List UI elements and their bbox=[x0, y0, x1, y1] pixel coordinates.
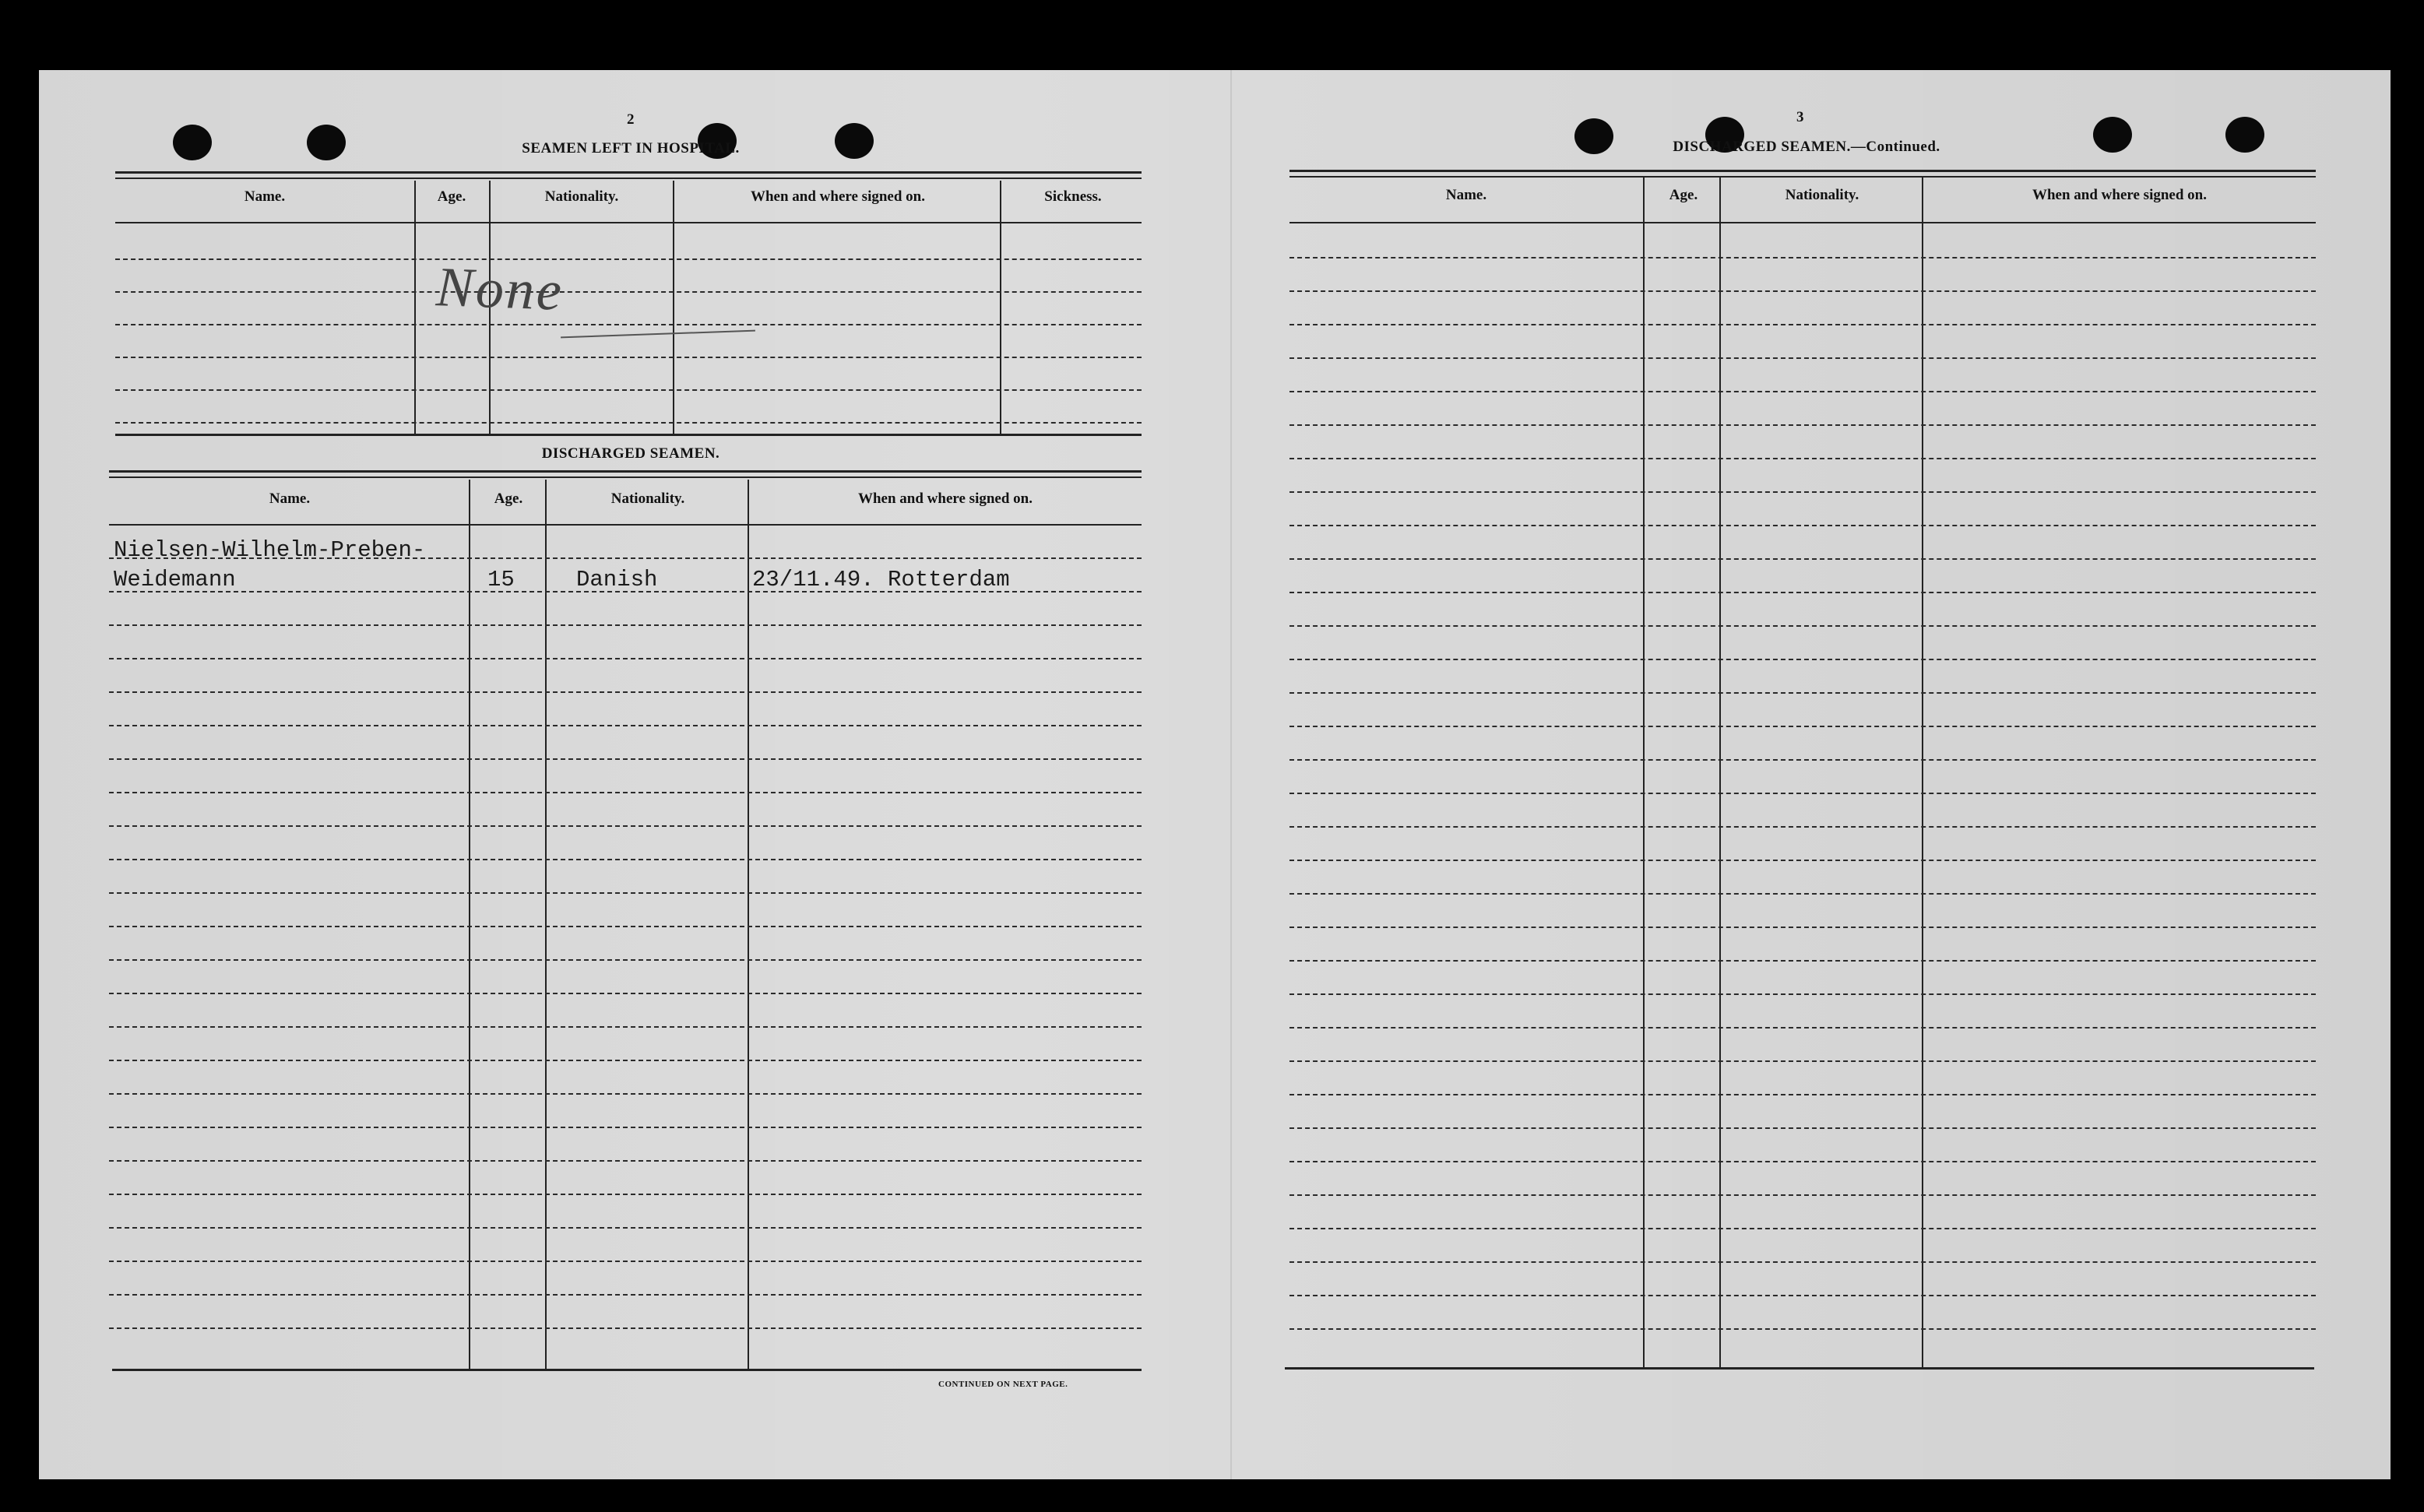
right-dash-line bbox=[1289, 1127, 2316, 1129]
discharged-dash-line bbox=[109, 1194, 1142, 1195]
punch-hole bbox=[2093, 117, 2132, 153]
discharged-dash-line bbox=[109, 892, 1142, 894]
discharged-dash-line bbox=[109, 1060, 1142, 1061]
right-col-name: Name. bbox=[1445, 187, 1487, 203]
right-dash-line bbox=[1289, 927, 2316, 928]
discharged-dash-line bbox=[109, 959, 1142, 961]
discharged-col-divider bbox=[469, 480, 470, 1369]
right-col-signed-on: When and where signed on. bbox=[2032, 187, 2207, 203]
discharged-dash-line bbox=[109, 725, 1142, 726]
hospital-dash-line bbox=[115, 422, 1142, 424]
right-dash-line bbox=[1289, 290, 2316, 292]
hospital-col-divider bbox=[673, 181, 674, 434]
discharged-col-nationality: Nationality. bbox=[610, 491, 685, 507]
punch-hole bbox=[173, 125, 212, 160]
hospital-col-divider bbox=[1000, 181, 1001, 434]
right-dash-line bbox=[1289, 860, 2316, 861]
discharged-dash-line bbox=[109, 926, 1142, 927]
hospital-header-rule bbox=[115, 222, 1142, 223]
right-dash-line bbox=[1289, 793, 2316, 794]
right-dash-line bbox=[1289, 826, 2316, 828]
punch-hole bbox=[835, 123, 874, 159]
discharged-dash-line bbox=[109, 691, 1142, 693]
discharged-dash-line bbox=[109, 624, 1142, 626]
discharged-dash-line bbox=[109, 1294, 1142, 1296]
discharged-col-name: Name. bbox=[269, 491, 311, 507]
discharged-dash-line bbox=[109, 1261, 1142, 1262]
discharged-dash-line bbox=[109, 1160, 1142, 1162]
discharged-dash-line bbox=[109, 1093, 1142, 1095]
continued-footer: CONTINUED ON NEXT PAGE. bbox=[938, 1380, 1068, 1389]
right-dash-line bbox=[1289, 659, 2316, 660]
right-col-divider bbox=[1922, 178, 1923, 1367]
hospital-dash-line bbox=[115, 389, 1142, 391]
right-dash-line bbox=[1289, 391, 2316, 392]
right-dash-line bbox=[1289, 257, 2316, 258]
hospital-col-signed-on: When and where signed on. bbox=[750, 188, 925, 205]
hospital-dash-line bbox=[115, 324, 1142, 325]
hospital-dash-line bbox=[115, 258, 1142, 260]
right-dash-line bbox=[1289, 893, 2316, 895]
page-fold bbox=[1230, 70, 1232, 1479]
discharged-dash-line bbox=[109, 1227, 1142, 1229]
hospital-top-rule-2 bbox=[115, 178, 1142, 179]
punch-hole bbox=[2225, 117, 2264, 153]
right-col-nationality: Nationality. bbox=[1785, 187, 1859, 203]
discharged-dash-line bbox=[109, 792, 1142, 793]
right-dash-line bbox=[1289, 525, 2316, 526]
hospital-col-age: Age. bbox=[437, 188, 466, 205]
right-col-divider bbox=[1719, 178, 1721, 1367]
discharged-bottom-rule bbox=[112, 1369, 1142, 1371]
seaman-name-line1: Nielsen-Wilhelm-Preben- bbox=[114, 537, 426, 563]
right-col-age: Age. bbox=[1669, 187, 1698, 203]
right-dash-line bbox=[1289, 1027, 2316, 1029]
discharged-col-divider bbox=[545, 480, 547, 1369]
page-number-left: 2 bbox=[627, 111, 635, 128]
hospital-bottom-rule bbox=[115, 434, 1142, 436]
punch-hole bbox=[1574, 118, 1613, 154]
right-dash-line bbox=[1289, 424, 2316, 426]
right-dash-line bbox=[1289, 491, 2316, 493]
right-dash-line bbox=[1289, 324, 2316, 325]
discharged-top-rule bbox=[109, 470, 1142, 473]
hospital-col-divider bbox=[414, 181, 416, 434]
right-dash-line bbox=[1289, 692, 2316, 694]
document-paper bbox=[39, 70, 2391, 1479]
right-bottom-rule bbox=[1285, 1367, 2314, 1370]
right-dash-line bbox=[1289, 960, 2316, 962]
discharged-dash-line bbox=[109, 1327, 1142, 1329]
right-header-rule bbox=[1289, 222, 2316, 223]
discharged-top-rule-2 bbox=[109, 476, 1142, 478]
discharged-dash-line bbox=[109, 1026, 1142, 1028]
discharged-col-age: Age. bbox=[494, 491, 523, 507]
right-dash-line bbox=[1289, 1194, 2316, 1196]
seaman-signed-on: 23/11.49. Rotterdam bbox=[752, 567, 1010, 592]
right-dash-line bbox=[1289, 1295, 2316, 1296]
discharged-dash-line bbox=[109, 859, 1142, 860]
hospital-col-nationality: Nationality. bbox=[544, 188, 619, 205]
discharged-dash-line bbox=[109, 993, 1142, 994]
hospital-col-name: Name. bbox=[244, 188, 286, 205]
hospital-col-sickness: Sickness. bbox=[1044, 188, 1102, 205]
right-section-title: DISCHARGED SEAMEN.—Continued. bbox=[1673, 139, 1940, 155]
discharged-header-rule bbox=[109, 524, 1142, 526]
right-dash-line bbox=[1289, 993, 2316, 995]
discharged-dash-line bbox=[109, 658, 1142, 659]
hospital-dash-line bbox=[115, 357, 1142, 358]
hospital-section-title: SEAMEN LEFT IN HOSPITAL. bbox=[522, 140, 740, 156]
right-dash-line bbox=[1289, 726, 2316, 727]
right-dash-line bbox=[1289, 1228, 2316, 1229]
page-number-right: 3 bbox=[1796, 109, 1804, 125]
right-dash-line bbox=[1289, 592, 2316, 593]
right-top-rule bbox=[1289, 170, 2316, 172]
hospital-top-rule bbox=[115, 171, 1142, 174]
discharged-dash-line bbox=[109, 758, 1142, 760]
seaman-nationality: Danish bbox=[576, 567, 658, 592]
right-dash-line bbox=[1289, 759, 2316, 761]
discharged-dash-line bbox=[109, 825, 1142, 827]
punch-hole bbox=[307, 125, 346, 160]
right-dash-line bbox=[1289, 1261, 2316, 1263]
handwritten-none: None bbox=[434, 255, 565, 322]
seaman-name-line2: Weidemann bbox=[114, 567, 236, 592]
discharged-col-divider bbox=[748, 480, 749, 1369]
discharged-section-title: DISCHARGED SEAMEN. bbox=[541, 445, 720, 462]
right-dash-line bbox=[1289, 625, 2316, 627]
hospital-dash-line bbox=[115, 291, 1142, 293]
right-col-divider bbox=[1643, 178, 1645, 1367]
right-dash-line bbox=[1289, 458, 2316, 459]
discharged-dash-line bbox=[109, 1127, 1142, 1128]
right-dash-line bbox=[1289, 1094, 2316, 1095]
right-top-rule-2 bbox=[1289, 176, 2316, 178]
right-dash-line bbox=[1289, 357, 2316, 359]
right-dash-line bbox=[1289, 558, 2316, 560]
right-dash-line bbox=[1289, 1060, 2316, 1062]
seaman-age: 15 bbox=[487, 567, 515, 592]
discharged-col-signed-on: When and where signed on. bbox=[857, 491, 1033, 507]
right-dash-line bbox=[1289, 1328, 2316, 1330]
right-dash-line bbox=[1289, 1161, 2316, 1162]
